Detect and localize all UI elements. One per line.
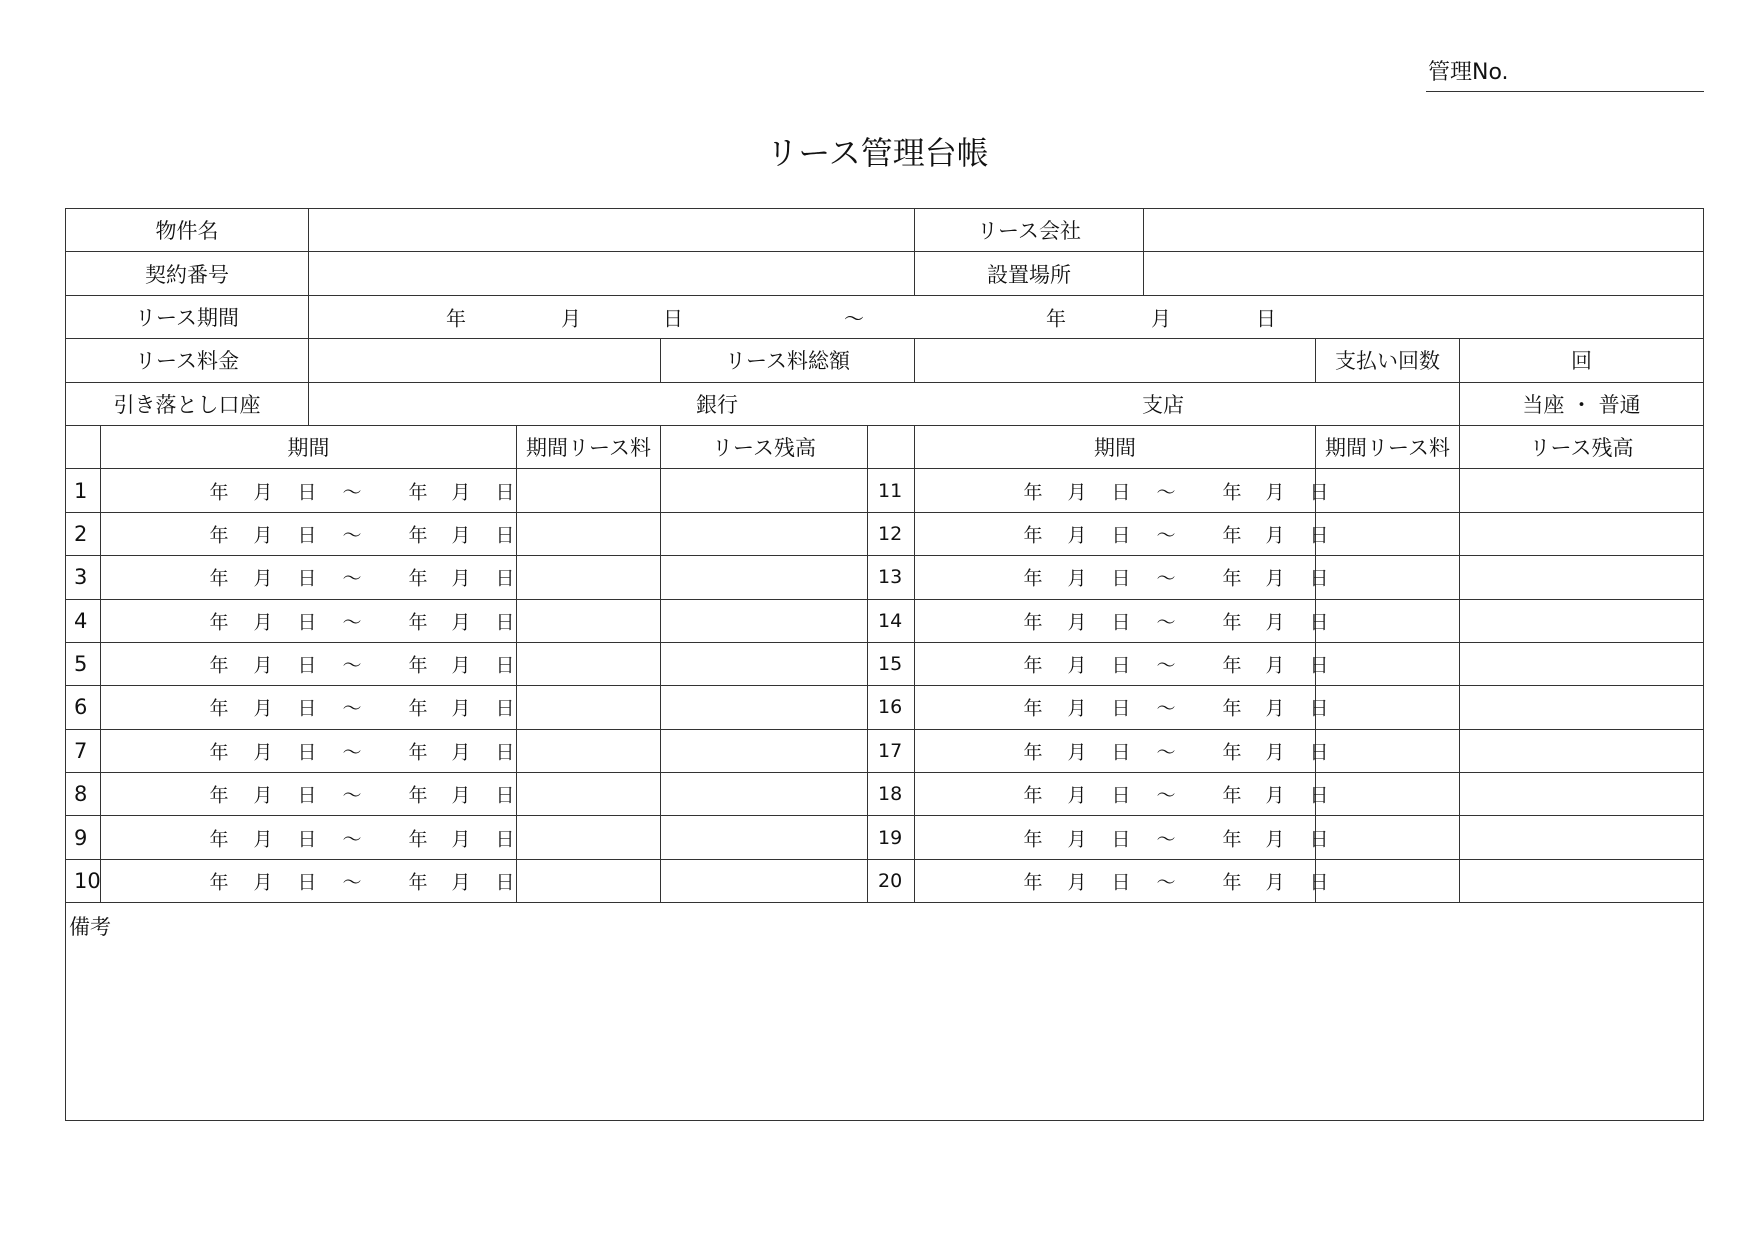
row-lease-fee xyxy=(66,339,1704,382)
to-year-unit: 年 xyxy=(408,871,428,894)
row-contract-no xyxy=(66,252,1704,295)
control-number-label: 管理No. xyxy=(1428,60,1509,85)
to-year-unit: 年 xyxy=(408,654,428,677)
from-year-unit: 年 xyxy=(209,567,229,590)
period-fee-input[interactable] xyxy=(1316,816,1460,859)
from-month-unit: 月 xyxy=(1067,567,1087,590)
from-month-unit: 月 xyxy=(1067,611,1087,634)
row-number: 11 xyxy=(868,469,915,512)
tilde-icon: ～ xyxy=(1156,654,1176,677)
branch-unit: 支店 xyxy=(1142,392,1184,417)
to-year-unit: 年 xyxy=(1222,784,1242,807)
from-year-unit: 年 xyxy=(1023,741,1043,764)
tilde-icon: ～ xyxy=(1156,524,1176,547)
period-input[interactable] xyxy=(101,556,517,599)
from-year-unit: 年 xyxy=(1023,871,1043,894)
right-period-fee-header: 期間リース料 xyxy=(1316,425,1460,468)
to-year-unit: 年 xyxy=(408,524,428,547)
to-month-unit: 月 xyxy=(451,654,471,677)
left-balance-header: リース残高 xyxy=(661,425,868,468)
to-day-unit: 日 xyxy=(495,828,515,851)
from-year-unit: 年 xyxy=(209,524,229,547)
from-month-unit: 月 xyxy=(1067,741,1087,764)
end-year-unit: 年 xyxy=(1046,306,1066,331)
lease-company-input[interactable] xyxy=(1144,209,1704,252)
from-year-unit: 年 xyxy=(1023,654,1043,677)
item-name-input[interactable] xyxy=(309,209,915,252)
to-day-unit: 日 xyxy=(1309,654,1329,677)
to-year-unit: 年 xyxy=(408,741,428,764)
to-month-unit: 月 xyxy=(451,611,471,634)
from-year-unit: 年 xyxy=(1023,481,1043,504)
from-day-unit: 日 xyxy=(1111,654,1131,677)
tilde-icon: ～ xyxy=(1156,481,1176,504)
account-label: 引き落とし口座 xyxy=(66,382,309,425)
period-input[interactable] xyxy=(915,773,1329,816)
period-input[interactable] xyxy=(915,816,1329,859)
to-year-unit: 年 xyxy=(1222,654,1242,677)
balance-input[interactable] xyxy=(1460,512,1704,555)
tilde-icon: ～ xyxy=(342,481,362,504)
balance-input[interactable] xyxy=(1460,729,1704,772)
lease-ledger-table xyxy=(65,208,1704,1121)
to-month-unit: 月 xyxy=(451,784,471,807)
period-fee-input[interactable] xyxy=(1316,556,1460,599)
from-year-unit: 年 xyxy=(209,481,229,504)
to-month-unit: 月 xyxy=(451,697,471,720)
to-month-unit: 月 xyxy=(1265,828,1285,851)
from-day-unit: 日 xyxy=(297,697,317,720)
from-year-unit: 年 xyxy=(209,611,229,634)
from-day-unit: 日 xyxy=(1111,697,1131,720)
balance-input[interactable] xyxy=(661,642,868,685)
from-month-unit: 月 xyxy=(253,741,273,764)
to-day-unit: 日 xyxy=(495,741,515,764)
row-number: 17 xyxy=(868,729,915,772)
to-year-unit: 年 xyxy=(408,611,428,634)
tilde-icon: ～ xyxy=(342,611,362,634)
to-year-unit: 年 xyxy=(1222,871,1242,894)
period-input[interactable] xyxy=(915,859,1329,902)
tilde-icon: ～ xyxy=(342,697,362,720)
period-input[interactable] xyxy=(101,469,517,512)
table-row xyxy=(66,642,1704,685)
balance-input[interactable] xyxy=(661,859,868,902)
to-day-unit: 日 xyxy=(495,567,515,590)
to-year-unit: 年 xyxy=(1222,524,1242,547)
table-row xyxy=(66,469,1704,512)
period-input[interactable] xyxy=(915,469,1329,512)
control-number-field[interactable] xyxy=(1426,58,1704,92)
payment-count-input[interactable] xyxy=(1460,339,1704,382)
period-fee-input[interactable] xyxy=(517,469,661,512)
to-month-unit: 月 xyxy=(451,481,471,504)
row-number: 12 xyxy=(868,512,915,555)
from-month-unit: 月 xyxy=(253,654,273,677)
row-number: 9 xyxy=(66,816,101,859)
to-day-unit: 日 xyxy=(495,654,515,677)
from-day-unit: 日 xyxy=(297,828,317,851)
from-year-unit: 年 xyxy=(1023,611,1043,634)
row-number: 8 xyxy=(66,773,101,816)
balance-input[interactable] xyxy=(1460,686,1704,729)
from-month-unit: 月 xyxy=(253,611,273,634)
to-month-unit: 月 xyxy=(1265,567,1285,590)
balance-input[interactable] xyxy=(661,556,868,599)
to-month-unit: 月 xyxy=(451,567,471,590)
row-lease-period xyxy=(66,295,1704,338)
table-row xyxy=(66,729,1704,772)
period-input[interactable] xyxy=(915,599,1329,642)
from-day-unit: 日 xyxy=(297,524,317,547)
end-month-unit: 月 xyxy=(1151,306,1171,331)
from-year-unit: 年 xyxy=(209,741,229,764)
to-day-unit: 日 xyxy=(1309,784,1329,807)
balance-input[interactable] xyxy=(1460,773,1704,816)
count-unit: 回 xyxy=(1571,349,1592,374)
to-day-unit: 日 xyxy=(1309,697,1329,720)
to-day-unit: 日 xyxy=(495,697,515,720)
tilde-icon: ～ xyxy=(342,524,362,547)
tilde-icon: ～ xyxy=(1156,741,1176,764)
left-period-fee-header: 期間リース料 xyxy=(517,425,661,468)
period-fee-input[interactable] xyxy=(517,729,661,772)
from-day-unit: 日 xyxy=(297,784,317,807)
from-day-unit: 日 xyxy=(297,481,317,504)
from-month-unit: 月 xyxy=(253,697,273,720)
from-month-unit: 月 xyxy=(253,524,273,547)
balance-input[interactable] xyxy=(661,773,868,816)
right-balance-header: リース残高 xyxy=(1460,425,1704,468)
lease-period-input[interactable] xyxy=(309,295,1704,338)
tilde-icon: ～ xyxy=(342,654,362,677)
to-month-unit: 月 xyxy=(451,741,471,764)
to-month-unit: 月 xyxy=(1265,741,1285,764)
to-day-unit: 日 xyxy=(495,481,515,504)
to-month-unit: 月 xyxy=(1265,871,1285,894)
table-row xyxy=(66,773,1704,816)
from-year-unit: 年 xyxy=(209,784,229,807)
period-fee-input[interactable] xyxy=(1316,512,1460,555)
from-month-unit: 月 xyxy=(253,828,273,851)
row-number: 14 xyxy=(868,599,915,642)
period-input[interactable] xyxy=(101,642,517,685)
period-fee-input[interactable] xyxy=(517,686,661,729)
row-account xyxy=(66,382,1704,425)
period-fee-input[interactable] xyxy=(517,642,661,685)
period-input[interactable] xyxy=(915,556,1329,599)
lease-company-label: リース会社 xyxy=(915,209,1144,252)
from-month-unit: 月 xyxy=(1067,828,1087,851)
period-fee-input[interactable] xyxy=(1316,469,1460,512)
period-fee-input[interactable] xyxy=(1316,599,1460,642)
row-number: 5 xyxy=(66,642,101,685)
from-year-unit: 年 xyxy=(1023,828,1043,851)
to-month-unit: 月 xyxy=(451,828,471,851)
lease-fee-label: リース料金 xyxy=(66,339,309,382)
to-month-unit: 月 xyxy=(1265,481,1285,504)
to-month-unit: 月 xyxy=(1265,611,1285,634)
row-number: 7 xyxy=(66,729,101,772)
balance-input[interactable] xyxy=(1460,859,1704,902)
period-input[interactable] xyxy=(915,729,1329,772)
to-year-unit: 年 xyxy=(1222,741,1242,764)
row-number: 3 xyxy=(66,556,101,599)
from-year-unit: 年 xyxy=(209,654,229,677)
left-period-header: 期間 xyxy=(101,425,517,468)
row-number: 16 xyxy=(868,686,915,729)
balance-input[interactable] xyxy=(661,686,868,729)
start-year-unit: 年 xyxy=(446,306,466,331)
to-year-unit: 年 xyxy=(1222,697,1242,720)
right-period-header: 期間 xyxy=(915,425,1316,468)
to-day-unit: 日 xyxy=(495,871,515,894)
period-input[interactable] xyxy=(101,816,517,859)
contract-no-input[interactable] xyxy=(309,252,915,295)
row-number: 2 xyxy=(66,512,101,555)
from-year-unit: 年 xyxy=(1023,567,1043,590)
to-year-unit: 年 xyxy=(408,481,428,504)
from-day-unit: 日 xyxy=(297,654,317,677)
from-month-unit: 月 xyxy=(1067,524,1087,547)
period-fee-input[interactable] xyxy=(1316,642,1460,685)
to-year-unit: 年 xyxy=(408,697,428,720)
to-day-unit: 日 xyxy=(1309,871,1329,894)
from-day-unit: 日 xyxy=(297,871,317,894)
row-number: 19 xyxy=(868,816,915,859)
to-day-unit: 日 xyxy=(1309,611,1329,634)
period-fee-input[interactable] xyxy=(1316,859,1460,902)
period-input[interactable] xyxy=(915,512,1329,555)
period-tilde: ～ xyxy=(844,306,864,331)
balance-input[interactable] xyxy=(661,816,868,859)
from-day-unit: 日 xyxy=(1111,871,1131,894)
to-day-unit: 日 xyxy=(495,611,515,634)
to-year-unit: 年 xyxy=(1222,611,1242,634)
to-month-unit: 月 xyxy=(1265,654,1285,677)
from-month-unit: 月 xyxy=(1067,481,1087,504)
item-name-label: 物件名 xyxy=(66,209,309,252)
tilde-icon: ～ xyxy=(342,567,362,590)
to-month-unit: 月 xyxy=(1265,784,1285,807)
row-number: 13 xyxy=(868,556,915,599)
from-day-unit: 日 xyxy=(297,611,317,634)
tilde-icon: ～ xyxy=(342,871,362,894)
to-year-unit: 年 xyxy=(408,828,428,851)
from-year-unit: 年 xyxy=(1023,524,1043,547)
period-fee-input[interactable] xyxy=(1316,773,1460,816)
balance-input[interactable] xyxy=(661,599,868,642)
from-year-unit: 年 xyxy=(1023,784,1043,807)
from-month-unit: 月 xyxy=(253,871,273,894)
remarks-input[interactable] xyxy=(66,903,1704,1121)
page-title: リース管理台帳 xyxy=(766,134,989,172)
to-year-unit: 年 xyxy=(408,784,428,807)
to-month-unit: 月 xyxy=(1265,697,1285,720)
from-month-unit: 月 xyxy=(253,481,273,504)
end-day-unit: 日 xyxy=(1256,306,1276,331)
row-item-name xyxy=(66,209,1704,252)
balance-input[interactable] xyxy=(1460,469,1704,512)
balance-input[interactable] xyxy=(661,469,868,512)
tilde-icon: ～ xyxy=(1156,871,1176,894)
row-number: 20 xyxy=(868,859,915,902)
to-day-unit: 日 xyxy=(495,524,515,547)
bank-unit: 銀行 xyxy=(696,392,738,417)
to-day-unit: 日 xyxy=(1309,481,1329,504)
schedule-body xyxy=(66,469,1704,903)
to-day-unit: 日 xyxy=(1309,567,1329,590)
period-fee-input[interactable] xyxy=(517,816,661,859)
lease-total-input[interactable] xyxy=(915,339,1316,382)
table-row xyxy=(66,859,1704,902)
left-number-header xyxy=(66,425,101,468)
from-day-unit: 日 xyxy=(1111,611,1131,634)
row-number: 6 xyxy=(66,686,101,729)
from-year-unit: 年 xyxy=(209,697,229,720)
to-year-unit: 年 xyxy=(408,567,428,590)
tilde-icon: ～ xyxy=(342,741,362,764)
to-day-unit: 日 xyxy=(1309,741,1329,764)
contract-no-label: 契約番号 xyxy=(66,252,309,295)
account-type-select[interactable]: 当座 ・ 普通 xyxy=(1460,382,1704,425)
balance-input[interactable] xyxy=(661,729,868,772)
row-number: 15 xyxy=(868,642,915,685)
to-day-unit: 日 xyxy=(1309,828,1329,851)
to-year-unit: 年 xyxy=(1222,567,1242,590)
to-year-unit: 年 xyxy=(1222,481,1242,504)
from-day-unit: 日 xyxy=(297,567,317,590)
to-year-unit: 年 xyxy=(1222,828,1242,851)
from-year-unit: 年 xyxy=(209,871,229,894)
from-day-unit: 日 xyxy=(1111,567,1131,590)
table-row xyxy=(66,512,1704,555)
from-day-unit: 日 xyxy=(1111,784,1131,807)
tilde-icon: ～ xyxy=(1156,784,1176,807)
tilde-icon: ～ xyxy=(1156,828,1176,851)
from-month-unit: 月 xyxy=(1067,871,1087,894)
to-day-unit: 日 xyxy=(1309,524,1329,547)
period-input[interactable] xyxy=(101,773,517,816)
row-remarks xyxy=(66,903,1704,1121)
schedule-header-row xyxy=(66,425,1704,468)
table-row xyxy=(66,556,1704,599)
balance-input[interactable] xyxy=(1460,556,1704,599)
table-row xyxy=(66,816,1704,859)
period-input[interactable] xyxy=(101,859,517,902)
from-month-unit: 月 xyxy=(253,567,273,590)
period-fee-input[interactable] xyxy=(1316,686,1460,729)
period-fee-input[interactable] xyxy=(517,599,661,642)
to-month-unit: 月 xyxy=(1265,524,1285,547)
tilde-icon: ～ xyxy=(1156,697,1176,720)
start-day-unit: 日 xyxy=(663,306,683,331)
row-number: 4 xyxy=(66,599,101,642)
right-number-header xyxy=(868,425,915,468)
from-day-unit: 日 xyxy=(297,741,317,764)
balance-input[interactable] xyxy=(1460,642,1704,685)
from-day-unit: 日 xyxy=(1111,828,1131,851)
tilde-icon: ～ xyxy=(342,784,362,807)
lease-fee-input[interactable] xyxy=(309,339,661,382)
period-input[interactable] xyxy=(915,642,1329,685)
period-input[interactable] xyxy=(101,512,517,555)
from-month-unit: 月 xyxy=(1067,784,1087,807)
remarks-label: 備考 xyxy=(69,915,111,940)
to-month-unit: 月 xyxy=(451,871,471,894)
table-row xyxy=(66,686,1704,729)
tilde-icon: ～ xyxy=(1156,567,1176,590)
period-fee-input[interactable] xyxy=(1316,729,1460,772)
balance-input[interactable] xyxy=(1460,816,1704,859)
start-month-unit: 月 xyxy=(561,306,581,331)
from-year-unit: 年 xyxy=(209,828,229,851)
from-year-unit: 年 xyxy=(1023,697,1043,720)
table-row xyxy=(66,599,1704,642)
from-month-unit: 月 xyxy=(1067,654,1087,677)
bank-branch-input[interactable] xyxy=(309,382,1460,425)
period-input[interactable] xyxy=(101,686,517,729)
from-day-unit: 日 xyxy=(1111,741,1131,764)
from-day-unit: 日 xyxy=(1111,524,1131,547)
from-month-unit: 月 xyxy=(1067,697,1087,720)
balance-input[interactable] xyxy=(661,512,868,555)
tilde-icon: ～ xyxy=(342,828,362,851)
period-input[interactable] xyxy=(915,686,1329,729)
location-input[interactable] xyxy=(1144,252,1704,295)
lease-period-label: リース期間 xyxy=(66,295,309,338)
location-label: 設置場所 xyxy=(915,252,1144,295)
period-fee-input[interactable] xyxy=(517,773,661,816)
period-input[interactable] xyxy=(101,729,517,772)
from-month-unit: 月 xyxy=(253,784,273,807)
row-number: 10 xyxy=(66,859,101,902)
tilde-icon: ～ xyxy=(1156,611,1176,634)
to-day-unit: 日 xyxy=(495,784,515,807)
period-fee-input[interactable] xyxy=(517,556,661,599)
payment-count-label: 支払い回数 xyxy=(1316,339,1460,382)
row-number: 18 xyxy=(868,773,915,816)
period-fee-input[interactable] xyxy=(517,512,661,555)
to-month-unit: 月 xyxy=(451,524,471,547)
period-input[interactable] xyxy=(101,599,517,642)
lease-total-label: リース料総額 xyxy=(661,339,915,382)
from-day-unit: 日 xyxy=(1111,481,1131,504)
period-fee-input[interactable] xyxy=(517,859,661,902)
row-number: 1 xyxy=(66,469,101,512)
balance-input[interactable] xyxy=(1460,599,1704,642)
